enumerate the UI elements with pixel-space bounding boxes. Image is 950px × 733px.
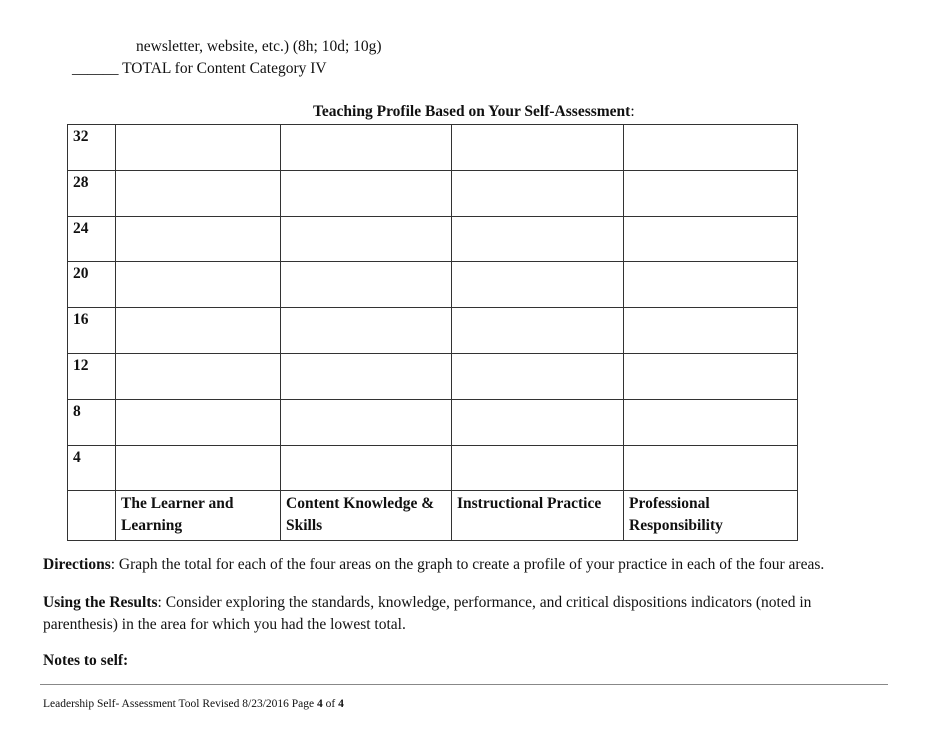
grid-cell[interactable]: [116, 125, 281, 171]
total-line: [72, 60, 327, 78]
grid-cell[interactable]: [452, 308, 624, 354]
grid-cell[interactable]: [281, 399, 452, 445]
grid-cell[interactable]: [624, 262, 798, 308]
continuation-line: newsletter, website, etc.) (8h; 10d; 10g): [136, 38, 382, 55]
total-blank[interactable]: ______: [72, 60, 119, 77]
grid-row: [68, 216, 798, 262]
grid-cell[interactable]: [116, 445, 281, 491]
grid-cell[interactable]: [624, 216, 798, 262]
grid-cell[interactable]: [281, 445, 452, 491]
grid-cell[interactable]: [116, 399, 281, 445]
grid-row: [68, 399, 798, 445]
grid-cell[interactable]: [281, 262, 452, 308]
grid-cell[interactable]: [116, 216, 281, 262]
grid-cell[interactable]: [281, 170, 452, 216]
footer-divider: [40, 684, 888, 685]
profile-title: Teaching Profile Based on Your Self-Assessment:: [313, 103, 635, 120]
notes-label: Notes to self:: [43, 652, 129, 669]
grid-cell[interactable]: [452, 216, 624, 262]
category-label: Content Knowledge & Skills: [281, 491, 452, 541]
category-label: Professional Responsibility: [624, 491, 798, 541]
grid-row: [68, 170, 798, 216]
y-level-label: 28: [68, 170, 116, 216]
category-row: [68, 491, 798, 541]
y-level-label: 12: [68, 353, 116, 399]
grid-cell[interactable]: [116, 170, 281, 216]
grid-cell[interactable]: [624, 308, 798, 354]
using-results-paragraph: Using the Results: Consider exploring the standards, knowledge, performance, and critical dispositions indicators (noted in parenthesis) in the area for which you had the lowest total.: [43, 594, 812, 633]
grid-cell[interactable]: [281, 216, 452, 262]
grid-cell[interactable]: [624, 353, 798, 399]
grid-row: [68, 308, 798, 354]
grid-cell[interactable]: [624, 125, 798, 171]
directions-paragraph: Directions: Graph the total for each of the four areas on the graph to create a profile of your practice in each of the four areas.: [43, 556, 825, 573]
grid-cell[interactable]: [281, 308, 452, 354]
y-level-label: 16: [68, 308, 116, 354]
grid-cell[interactable]: [452, 399, 624, 445]
total-label: TOTAL for Content Category IV: [122, 60, 327, 77]
grid-row: [68, 125, 798, 171]
grid-cell[interactable]: [116, 308, 281, 354]
grid-cell[interactable]: [624, 170, 798, 216]
grid-row: [68, 445, 798, 491]
y-level-label: 20: [68, 262, 116, 308]
y-level-label: 24: [68, 216, 116, 262]
category-label: Instructional Practice: [452, 491, 624, 541]
grid-row: [68, 353, 798, 399]
y-level-label: 4: [68, 445, 116, 491]
grid-cell[interactable]: [116, 353, 281, 399]
grid-row: [68, 262, 798, 308]
grid-cell[interactable]: [281, 125, 452, 171]
grid-cell[interactable]: [281, 353, 452, 399]
footer: Leadership Self- Assessment Tool Revised 8/23/2016 Page 4 of 4: [43, 698, 344, 710]
grid-cell[interactable]: [624, 399, 798, 445]
y-level-label: 32: [68, 125, 116, 171]
grid-cell[interactable]: [452, 170, 624, 216]
category-label: The Learner and Learning: [116, 491, 281, 541]
y-level-label: 8: [68, 399, 116, 445]
teaching-profile-grid: [67, 124, 798, 541]
grid-cell[interactable]: [624, 445, 798, 491]
corner-cell: [68, 491, 116, 541]
grid-cell[interactable]: [452, 353, 624, 399]
grid-cell[interactable]: [452, 262, 624, 308]
grid-cell[interactable]: [452, 445, 624, 491]
grid-cell[interactable]: [116, 262, 281, 308]
grid-cell[interactable]: [452, 125, 624, 171]
